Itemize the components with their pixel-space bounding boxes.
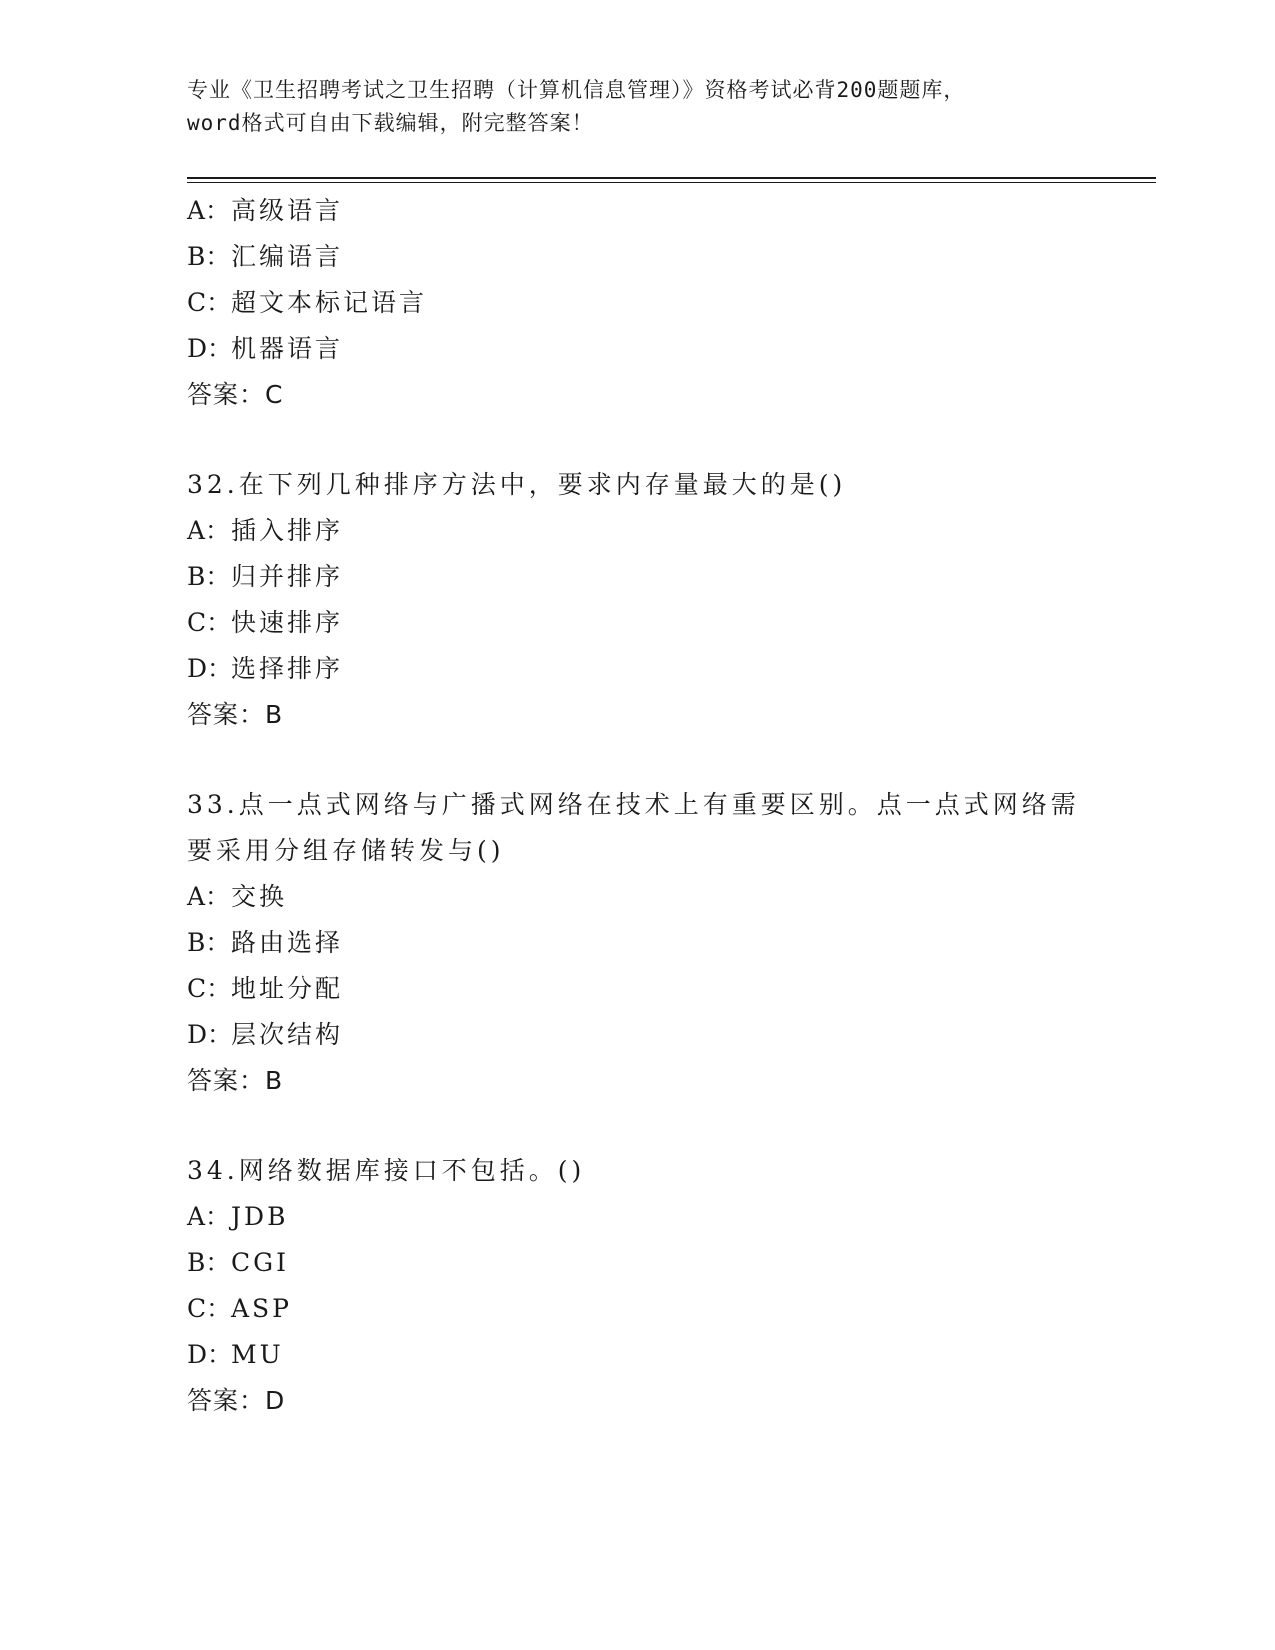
header-title-line-1: 专业《卫生招聘考试之卫生招聘（计算机信息管理）》资格考试必背200题题库， [187, 78, 966, 102]
answer-line: 答案：C [187, 380, 284, 409]
header-divider [187, 177, 1156, 183]
option-a [187, 874, 1087, 920]
option-label: C： [187, 288, 232, 317]
option-d [187, 326, 1087, 372]
question-34 [187, 1148, 1087, 1424]
option-c [187, 280, 1087, 326]
option-label: A： [187, 196, 231, 225]
option-a [187, 508, 1087, 554]
option-label: A： [187, 1202, 231, 1231]
option-d [187, 646, 1087, 692]
option-c [187, 966, 1087, 1012]
document-header [187, 74, 1087, 140]
option-label: B： [187, 1248, 231, 1277]
question-list [187, 188, 1087, 1424]
header-title-line-2: word格式可自由下载编辑，附完整答案！ [187, 111, 594, 135]
option-text: 汇编语言 [231, 242, 344, 271]
question-32 [187, 462, 1087, 738]
option-label: A： [187, 516, 231, 545]
option-label: D： [187, 1340, 233, 1369]
option-d [187, 1332, 1087, 1378]
option-text: 交换 [231, 882, 288, 911]
option-label: C： [187, 1294, 232, 1323]
option-text: 路由选择 [231, 928, 344, 957]
option-text: 插入排序 [231, 516, 344, 545]
option-d [187, 1012, 1087, 1058]
question-text: 34.网络数据库接口不包括。() [187, 1156, 586, 1185]
option-label: D： [187, 334, 233, 363]
question-31 [187, 188, 1087, 418]
option-label: B： [187, 242, 231, 271]
option-b [187, 554, 1087, 600]
option-text: CGI [231, 1248, 289, 1277]
spacer [187, 738, 1087, 782]
option-b [187, 920, 1087, 966]
option-label: A： [187, 882, 231, 911]
answer-line: 答案：B [187, 700, 284, 729]
answer-line: 答案：B [187, 1066, 284, 1095]
option-label: B： [187, 928, 231, 957]
question-text: 32.在下列几种排序方法中，要求内存量最大的是() [187, 470, 847, 499]
option-text: 快速排序 [231, 608, 344, 637]
option-label: D： [187, 654, 233, 683]
question-text-line-2: 要采用分组存储转发与() [187, 836, 505, 865]
option-a [187, 188, 1087, 234]
option-text: 选择排序 [231, 654, 344, 683]
option-c [187, 600, 1087, 646]
option-a [187, 1194, 1087, 1240]
option-text: 归并排序 [231, 562, 344, 591]
option-text: ASP [231, 1294, 293, 1323]
question-text-line-1: 33.点一点式网络与广播式网络在技术上有重要区别。点一点式网络需 [187, 790, 1080, 819]
option-label: C： [187, 974, 232, 1003]
spacer [187, 1104, 1087, 1148]
spacer [187, 418, 1087, 462]
option-label: B： [187, 562, 231, 591]
option-b [187, 1240, 1087, 1286]
option-b [187, 234, 1087, 280]
question-33 [187, 782, 1087, 1104]
option-text: 高级语言 [231, 196, 344, 225]
option-text: 超文本标记语言 [231, 288, 428, 317]
option-text: JDB [231, 1202, 289, 1231]
option-label: C： [187, 608, 232, 637]
answer-line: 答案：D [187, 1386, 286, 1415]
option-text: 机器语言 [231, 334, 344, 363]
option-label: D： [187, 1020, 233, 1049]
option-text: 地址分配 [231, 974, 344, 1003]
option-c [187, 1286, 1087, 1332]
option-text: MU [231, 1340, 284, 1369]
option-text: 层次结构 [231, 1020, 344, 1049]
